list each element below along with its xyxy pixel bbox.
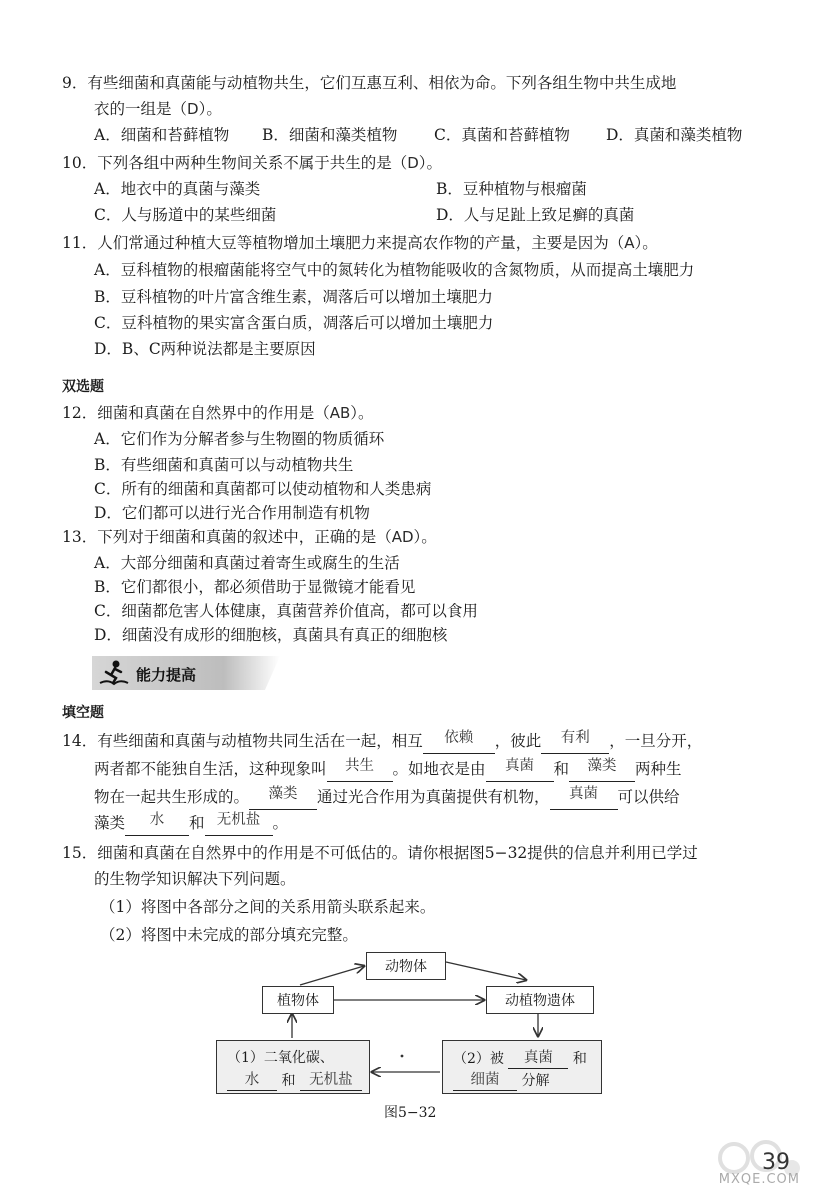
- q14-line1: 14．有些细菌和真菌与动植物共同生活在一起，相互 依赖 ，彼此 有利 ，一旦分开，: [62, 730, 702, 754]
- q10-option-a: A．地衣中的真菌与藻类: [94, 180, 261, 198]
- figure-caption: 图5−32: [384, 1105, 437, 1121]
- q14-blank-1: 依赖: [444, 730, 474, 746]
- q10-answer: D: [407, 154, 419, 172]
- diagram-box1-blank-1: 水: [244, 1072, 260, 1088]
- q13-option-b: B．它们都很小，都必须借助于显微镜才能看见: [94, 578, 416, 596]
- diagram-box1-line1: （1）二氧化碳、: [227, 1050, 334, 1066]
- diagram-box2-blank-2: 细菌: [470, 1072, 500, 1088]
- q12-option-b: B．有些细菌和真菌可以与动植物共生: [94, 456, 354, 474]
- q10-option-b: B．豆种植物与根瘤菌: [436, 180, 587, 198]
- q11-option-b: B．豆科植物的叶片富含维生素，凋落后可以增加土壤肥力: [94, 288, 493, 306]
- q11-option-d: D．B、C两种说法都是主要原因: [94, 340, 316, 358]
- q9-option-d: D．真菌和藻类植物: [606, 126, 743, 144]
- q13-option-c: C．细菌都危害人体健康，真菌营养价值高，都可以食用: [94, 602, 478, 620]
- q10-stem: 10．下列各组中两种生物间关系不属于共生的是（D）。: [62, 154, 443, 172]
- q11-answer: A: [624, 234, 635, 252]
- diagram-box-2: （2）被 真菌 和 细菌 分解: [442, 1040, 602, 1094]
- q12-answer: AB: [329, 404, 351, 422]
- q14-line4: 藻类 水 和 无机盐 。: [94, 812, 288, 836]
- q11-option-a: A．豆科植物的根瘤菌能将空气中的氮转化为植物能吸收的含氮物质，从而提高土壤肥力: [94, 261, 695, 279]
- diagram-plant-label: 植物体: [277, 993, 319, 1009]
- q14-blank-9: 无机盐: [216, 812, 261, 828]
- diagram-animal-box: [366, 952, 446, 980]
- q9-stem-line2: 衣的一组是（D）。: [94, 100, 222, 118]
- q14-blank-3: 共生: [345, 758, 375, 774]
- diagram-remains-label: 动植物遗体: [505, 993, 575, 1009]
- diagram-animal-label: 动物体: [385, 959, 427, 975]
- diagram-box1-blank-2: 无机盐: [309, 1072, 353, 1088]
- q14-blank-2: 有利: [560, 730, 590, 746]
- q13-option-a: A．大部分细菌和真菌过着寄生或腐生的生活: [94, 554, 400, 572]
- q12-option-d: D．它们都可以进行光合作用制造有机物: [94, 504, 370, 522]
- q14-line3: 物在一起共生形成的。 藻类 通过光合作用为真菌提供有机物， 真菌 可以供给: [94, 786, 680, 810]
- q14-blank-4: 真菌: [505, 758, 535, 774]
- diagram-remains-box: [486, 986, 594, 1014]
- q9-stem-line1: 9．有些细菌和真菌能与动植物共生，它们互惠互利、相依为命。下列各组生物中共生成地: [62, 74, 677, 92]
- q10-option-d: D．人与足趾上致足癣的真菌: [436, 206, 635, 224]
- q15-sub-2: （2）将图中未完成的部分填充完整。: [100, 926, 358, 944]
- q12-option-c: C．所有的细菌和真菌都可以使动植物和人类患病: [94, 480, 432, 498]
- watermark-text: MXQE.COM: [718, 1172, 800, 1187]
- q14-blank-6: 藻类: [268, 786, 298, 802]
- q14-blank-8: 水: [149, 812, 165, 828]
- section-fill-blank: 填空题: [62, 705, 104, 721]
- diagram-box-1: （1）二氧化碳、 水 和 无机盐: [216, 1040, 370, 1094]
- q13-answer: AD: [391, 528, 414, 546]
- q9-option-c: C．真菌和苔藓植物: [434, 126, 570, 144]
- q10-option-c: C．人与肠道中的某些细菌: [94, 206, 277, 224]
- q15-stem-line2: 的生物学知识解决下列问题。: [94, 870, 296, 888]
- q14-line2: 两者都不能独自生活，这种现象叫 共生 。如地衣是由 真菌 和 藻类 两种生: [94, 758, 682, 782]
- diagram-box2-blank-1: 真菌: [523, 1050, 553, 1066]
- q11-option-c: C．豆科植物的果实富含蛋白质，凋落后可以增加土壤肥力: [94, 314, 494, 332]
- q15-stem-line1: 15．细菌和真菌在自然界中的作用是不可低估的。请你根据图5−32提供的信息并利用已学过: [62, 844, 698, 862]
- banner-title: 能力提高: [136, 666, 197, 684]
- q14-blank-7: 真菌: [569, 786, 599, 802]
- q13-option-d: D．细菌没有成形的细胞核，真菌具有真正的细胞核: [94, 626, 448, 644]
- q9-option-b: B．细菌和藻类植物: [262, 126, 398, 144]
- diagram-plant-box: [262, 986, 334, 1014]
- q9-option-a: A．细菌和苔藓植物: [94, 126, 230, 144]
- q15-sub-1: （1）将图中各部分之间的关系用箭头联系起来。: [100, 898, 436, 916]
- section-double-choice: 双选题: [62, 379, 104, 395]
- page-number: 39: [762, 1150, 790, 1175]
- q12-stem: 12．细菌和真菌在自然界中的作用是（AB）。: [62, 404, 374, 422]
- q14-blank-5: 藻类: [587, 758, 617, 774]
- q13-stem: 13．下列对于细菌和真菌的叙述中，正确的是（AD）。: [62, 528, 437, 546]
- q12-option-a: A．它们作为分解者参与生物圈的物质循环: [94, 430, 385, 448]
- q9-answer: D: [187, 100, 199, 118]
- q11-stem: 11．人们常通过种植大豆等植物增加土壤肥力来提高农作物的产量，主要是因为（A）。: [62, 234, 658, 252]
